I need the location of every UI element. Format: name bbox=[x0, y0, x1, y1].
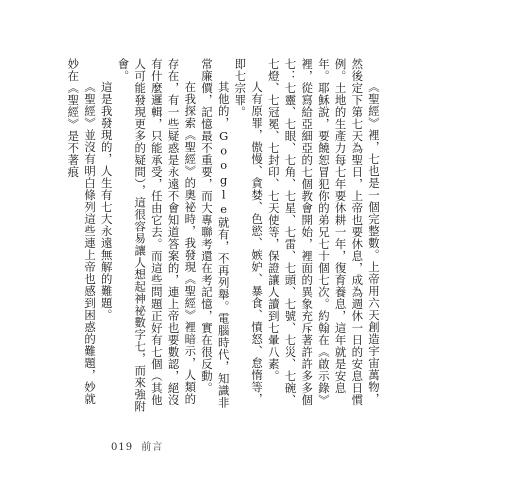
paragraph-4: 在我探索《聖經》的奧祕時，我發現《聖經》裡暗示，人類的存在，有一些疑惑是永遠不會知道答案的，連上帝也要數認，絕沒有什麼邏輯，只能承受，任由它去。而這些問題正好有七個（其他人可能發現更多的疑問），這很容易讓人想起神祕數字七，而來強附會。 bbox=[116, 58, 198, 413]
body-text bbox=[65, 58, 382, 416]
page-footer bbox=[111, 438, 163, 453]
paragraph-5: 這是我發現的，人生有七大永遠無解的難題。 bbox=[99, 80, 114, 321]
paragraph-3: 其他的，Google就有，不再列舉。電腦時代，知識非常廉價，記憶最不重要，而大專聯考還在考記憶，實在很反動。 bbox=[199, 58, 231, 409]
page-number: 019 bbox=[111, 442, 134, 453]
paragraph-1: 《聖經》裡，七也是一個完整數。上帝用六天創造宇宙萬物，然後定下第七天為聖日，上帝也要休息，成為週休一日的安息日慣例。土地的生產力每七年要休耕一年，復育養息，這年就是安息年。耶穌說，要饒恕冒犯你的弟兄七十個七次。約翰在《啟示錄》裡，從寫給亞細亞的七個教會開始，裡面的異象充斥著許許多多個七：七靈、七眼、七角、七星、七雷、七頭、七號、七災、七碗、七燈、七冠冕、七封印、七天使等，保證讓人讀到七暈八素。 bbox=[266, 58, 381, 406]
paragraph-6: 《聖經》並沒有明白條列這些連上帝也感到困惑的難題，妙就妙在《聖經》是不著痕 bbox=[66, 58, 98, 405]
section-title: 前言 bbox=[141, 442, 164, 453]
paragraph-2: 人有原罪，傲慢、貪婪、色慾、嫉妒、暴食、憤怒、怠惰等，即七宗罪。 bbox=[233, 58, 265, 405]
